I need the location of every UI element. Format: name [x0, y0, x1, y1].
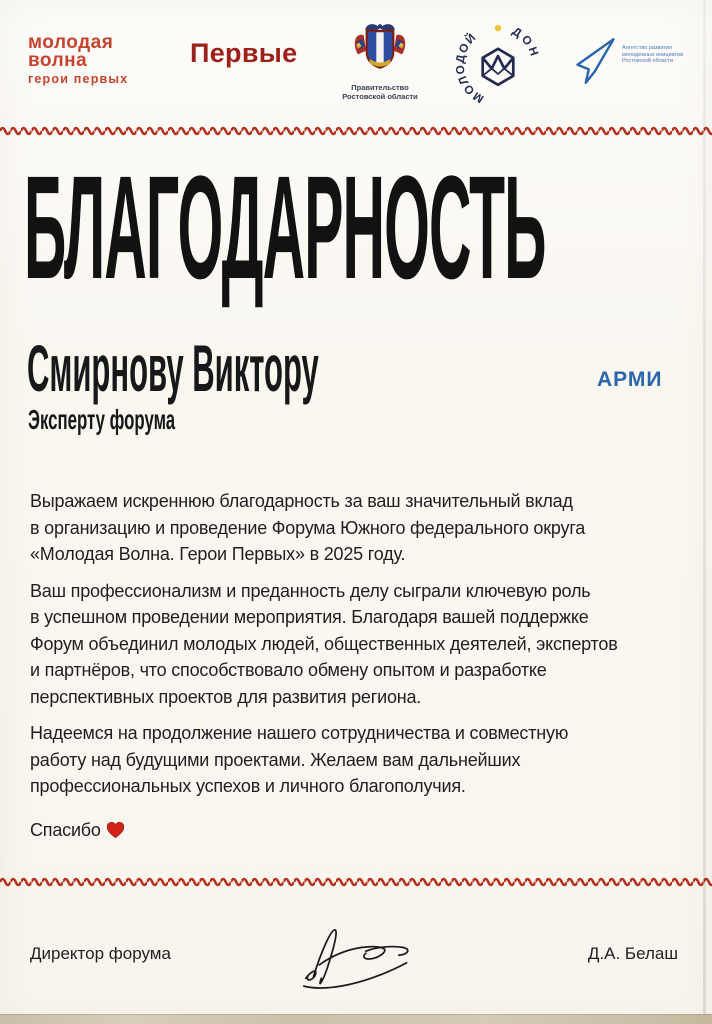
molodoy-don-icon [453, 20, 543, 110]
letter-body [30, 488, 670, 843]
logo-molodaya-volna-line3: герои первых [28, 72, 129, 86]
director-label: Директор форума [30, 944, 171, 963]
paragraph-1: Выражаем искреннюю благодарность за ваш значительный вклад в организацию и проведение Форума Южного федерального округа «Молодая Волна. Герои Первых» в 2025 году. [30, 491, 586, 564]
logo-armi [570, 33, 683, 391]
gov-caption-line1: Правительство [351, 83, 409, 92]
recipient-role: Эксперту форума [28, 404, 176, 435]
svg-text:ДОН [510, 25, 542, 60]
logo-pervye: Первые [190, 38, 298, 68]
paragraph-3: Надеемся на продолжение нашего сотрудничества и совместную работу над будущими проектами. Желаем вам дальнейших профессиональных успехов и личного благополучия. [30, 723, 569, 796]
thanks-text: Спасибо [30, 819, 101, 840]
armi-sub-line3: Ростовской области [622, 58, 674, 64]
logo-molodaya-volna-line2: волна [28, 50, 88, 71]
director-name: Д.А. Белаш [587, 944, 678, 963]
recipient-name: Смирнову Виктору [27, 331, 319, 405]
logo-rostov-government [330, 20, 430, 101]
armi-name: АРМИ [597, 368, 663, 391]
gov-caption-line2: Ростовской области [342, 92, 418, 101]
wavy-divider-top [0, 123, 712, 139]
don-word-left: МОЛОДОЙ [453, 30, 487, 106]
rostov-coat-of-arms-icon [349, 20, 411, 80]
logo-molodaya-volna-line1: молодая [28, 32, 114, 53]
paragraph-2: Ваш профессионализм и преданность делу сыграли ключевую роль в успешном проведении мероприятия. Благодаря вашей поддержке Форум объединил молодых людей, общественных деятелей, экспертов и партнёров, что способствовало обмену опытом и разработке перспективных проектов для развития региона. [30, 580, 618, 707]
certificate-title: БЛАГОДАРНОСТЬ [24, 146, 546, 310]
photo-crease [703, 0, 706, 1024]
wavy-divider-bottom [0, 874, 712, 890]
signature [298, 922, 424, 994]
svg-text:МОЛОДОЙ [454, 31, 486, 106]
logo-molodoy-don [453, 20, 543, 115]
photo-bottom-edge [0, 1014, 712, 1024]
don-word-right: ДОН [509, 24, 542, 61]
armi-sub-line2: молодёжных инициатив [622, 51, 683, 58]
armi-sub-line1: Агентство развития [622, 45, 672, 51]
heart-icon [107, 822, 124, 838]
logo-molodaya-volna [28, 34, 128, 87]
armi-arrow-icon [570, 33, 618, 89]
thanks-line [30, 817, 670, 844]
